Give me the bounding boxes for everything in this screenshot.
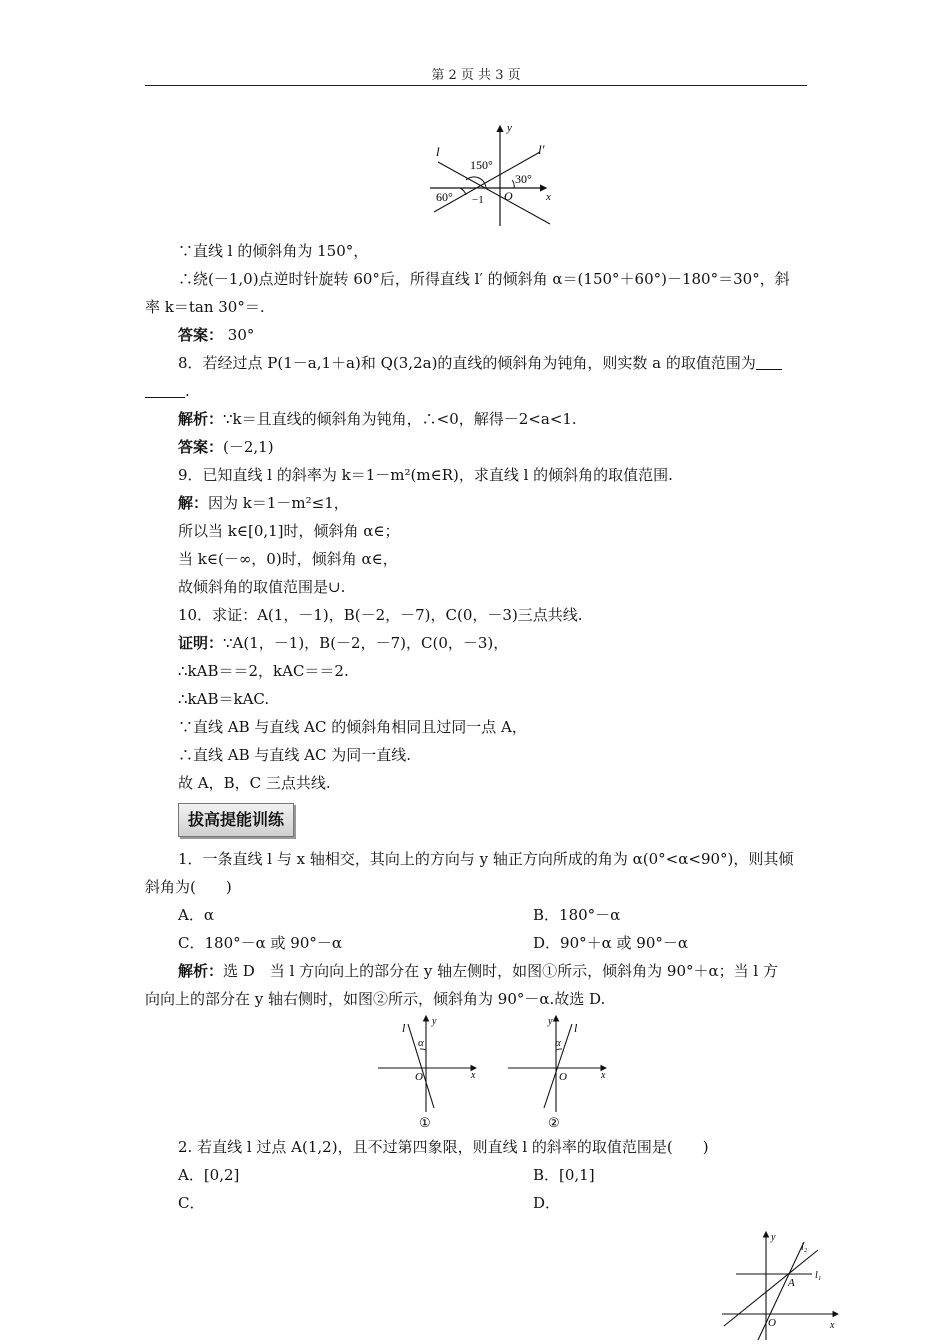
solution-8-text: ∵k＝且直线的倾斜角为钝角，∴<0，解得－2<a<1. [223, 410, 577, 428]
proof-10-a [145, 632, 807, 654]
option-b: B．[0,1] [533, 1166, 595, 1184]
solution-9-c: 当 k∈(－∞，0)时，倾斜角 α∈， [178, 550, 398, 568]
angle-arc-30 [512, 180, 514, 188]
label-point-a: A [788, 1277, 795, 1289]
proof-10-f: 故 A，B，C 三点共线. [178, 774, 331, 792]
answer-value: 30° [223, 326, 255, 344]
question-8-cont [145, 380, 807, 402]
answer-blank [145, 383, 185, 398]
proof-10-e: ∴直线 AB 与直线 AC 为同一直线. [178, 746, 412, 764]
line-through-a [724, 1250, 818, 1326]
solution-line-3: 率 k＝tan 30°＝. [145, 298, 265, 316]
proof-10-b: ∴kAB＝＝2，kAC＝＝2. [178, 662, 349, 680]
answer-blank [756, 355, 782, 370]
question-8-end: . [185, 382, 190, 400]
label-y: y [432, 1016, 437, 1027]
proof-10-d: ∵直线 AB 与直线 AC 的倾斜角相同且过同一点 A， [178, 718, 527, 736]
solution-9-text: 因为 k＝1－m²≤1， [208, 494, 349, 512]
label-l: l [574, 1021, 578, 1035]
question-9: 9．已知直线 l 的斜率为 k＝1－m²(m∈R)，求直线 l 的倾斜角的取值范围. [178, 466, 673, 484]
label-x: x [546, 191, 551, 203]
option-c: C．180°－α 或 90°－α [178, 934, 342, 952]
label-alpha: α [418, 1037, 424, 1049]
page-header: 第 2 页 共 3 页 [431, 68, 521, 83]
figure-slope-range [718, 1228, 842, 1342]
label-minus1: −1 [472, 194, 484, 206]
label-l: l [436, 144, 440, 159]
solution-9-a [145, 492, 807, 514]
option-a: A．α [178, 906, 214, 924]
option-d: D．90°＋α 或 90°－α [533, 934, 688, 952]
question-1-stem-b: 斜角为( ) [145, 878, 232, 896]
solution-line-1: ∵直线 l 的倾斜角为 150°， [178, 242, 369, 260]
solution-9-d: 故倾斜角的取值范围是∪. [178, 578, 346, 596]
solution-label: 解： [178, 494, 209, 512]
label-y: y [548, 1016, 553, 1027]
label-y: y [771, 1232, 776, 1243]
label-x: x [471, 1070, 476, 1081]
label-30: 30° [515, 172, 532, 186]
figure-rotation-diagram [428, 122, 558, 232]
label-origin: O [415, 1071, 423, 1083]
figure-incline-left [372, 1012, 482, 1132]
line-l2 [758, 1242, 804, 1340]
angle-arc-alpha [556, 1049, 562, 1050]
label-origin: O [559, 1071, 567, 1083]
proof-label: 证明： [178, 634, 224, 652]
angle-arc-60 [460, 188, 466, 195]
label-x: x [830, 1320, 835, 1331]
label-y: y [507, 122, 512, 134]
proof-10-c: ∴kAB＝kAC. [178, 690, 270, 708]
option-d: D． [533, 1194, 561, 1212]
header-divider [145, 85, 807, 86]
solution-1-a [145, 960, 807, 982]
label-l2: l₂ [801, 1242, 808, 1253]
solution-label: 解析： [178, 962, 224, 980]
label-alpha: α [555, 1037, 561, 1049]
proof-10-text: ∵A(1，－1)，B(－2，－7)，C(0，－3)， [223, 634, 509, 652]
section-badge: 拔高提能训练 [178, 803, 294, 837]
label-60: 60° [436, 190, 453, 204]
label-150: 150° [470, 158, 493, 172]
answer-value: (－2,1) [223, 438, 274, 456]
solution-8 [145, 408, 807, 430]
solution-line-2: ∴绕(－1,0)点逆时针旋转 60°后，所得直线 l′ 的倾斜角 α＝(150°＋60°)－180°＝30°，斜 [178, 270, 790, 288]
solution-1-text: 选 D 当 l 方向向上的部分在 y 轴左侧时，如图①所示，倾斜角为 90°＋α；当 l 方 [223, 962, 778, 980]
answer-7 [145, 324, 807, 346]
option-a: A．[0,2] [178, 1166, 240, 1184]
label-x: x [601, 1070, 606, 1081]
option-b: B．180°－α [533, 906, 621, 924]
question-1-stem-a: 1．一条直线 l 与 x 轴相交，其向上的方向与 y 轴正方向所成的角为 α(0°<α<90°)，则其倾 [178, 850, 794, 868]
solution-9-b: 所以当 k∈[0,1]时，倾斜角 α∈； [178, 522, 400, 540]
label-origin: O [504, 189, 513, 203]
label-l-prime: l′ [538, 142, 545, 157]
option-c: C． [178, 1194, 205, 1212]
angle-arc-alpha [420, 1049, 426, 1050]
line-l [438, 162, 550, 224]
answer-label: 答案： [178, 438, 224, 456]
question-8 [145, 352, 807, 374]
solution-label: 解析： [178, 410, 224, 428]
solution-1-b: 向向上的部分在 y 轴右侧时，如图②所示，倾斜角为 90°－α.故选 D. [145, 990, 606, 1008]
figure-caption: ② [548, 1115, 560, 1130]
question-2-stem: 2. 若直线 l 过点 A(1,2)，且不过第四象限，则直线 l 的斜率的取值范围是( ) [178, 1138, 709, 1156]
label-l: l [402, 1021, 406, 1035]
figure-caption: ① [419, 1115, 431, 1130]
answer-label: 答案： [178, 326, 224, 344]
label-origin: O [768, 1317, 776, 1329]
label-l1: l₁ [815, 1270, 822, 1281]
question-10: 10．求证：A(1，－1)，B(－2，－7)，C(0，－3)三点共线. [178, 606, 583, 624]
answer-8 [145, 436, 807, 458]
question-8-text: 8．若经过点 P(1－a,1＋a)和 Q(3,2a)的直线的倾斜角为钝角，则实数 a 的取值范围为 [178, 354, 756, 372]
figure-incline-right [502, 1012, 612, 1132]
